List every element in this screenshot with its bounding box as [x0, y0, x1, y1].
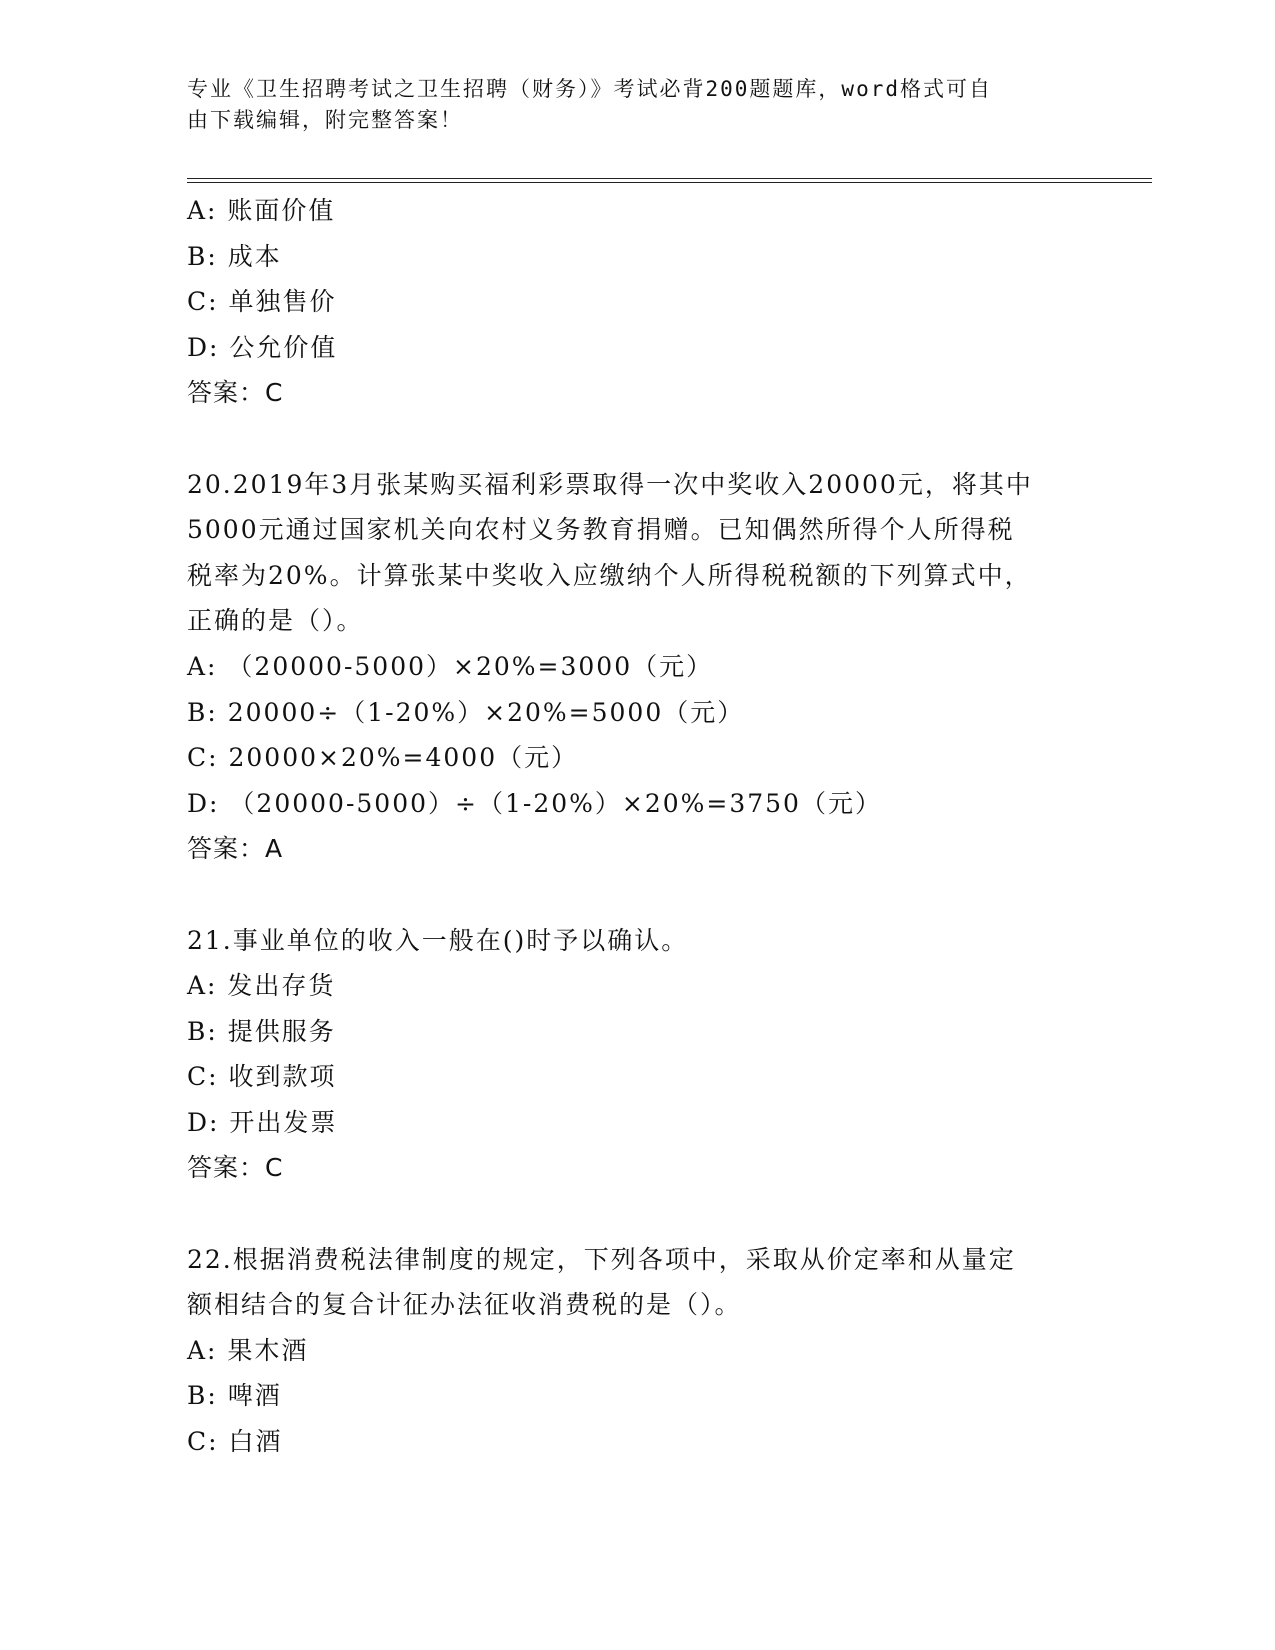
question-spacer: [187, 1191, 1087, 1237]
option-b: B: 成本: [187, 241, 282, 271]
header-line-2: 由下载编辑，附完整答案！: [187, 108, 463, 132]
answer-line: 答案：C: [187, 1153, 284, 1183]
header-line-1: 专业《卫生招聘考试之卫生招聘（财务）》考试必背200题题库，word格式可自: [187, 77, 992, 101]
option-d: D: （20000-5000）÷（1-20%）×20%=3750（元）: [187, 788, 882, 818]
question-stem-line: 21.事业单位的收入一般在()时予以确认。: [187, 925, 689, 955]
header-divider-top: [187, 178, 1152, 179]
question-stem-line: 5000元通过国家机关向农村义务教育捐赠。已知偶然所得个人所得税: [187, 515, 1015, 545]
answer-line: 答案：A: [187, 834, 284, 864]
option-b: B: 啤酒: [187, 1381, 282, 1411]
document-header: [187, 74, 1067, 136]
question-spacer: [187, 416, 1087, 462]
option-c: C: 收到款项: [187, 1062, 337, 1092]
question-22: [187, 1237, 1087, 1465]
option-c: C: 20000×20%=4000（元）: [187, 743, 579, 773]
option-a: A: 账面价值: [187, 196, 336, 225]
option-a: A: 果木酒: [187, 1335, 309, 1365]
option-c: C: 白酒: [187, 1427, 283, 1457]
question-21: [187, 918, 1087, 1192]
question-stem-line: 22.根据消费税法律制度的规定，下列各项中，采取从价定率和从量定: [187, 1244, 1016, 1274]
header-divider-bottom: [187, 182, 1152, 183]
option-b: B: 20000÷（1-20%）×20%=5000（元）: [187, 697, 745, 727]
question-19: [187, 188, 1087, 416]
option-b: B: 提供服务: [187, 1016, 336, 1046]
question-stem-line: 20.2019年3月张某购买福利彩票取得一次中奖收入20000元，将其中: [187, 469, 1033, 499]
question-stem-line: 税率为20%。计算张某中奖收入应缴纳个人所得税税额的下列算式中，: [187, 560, 1032, 590]
option-a: A: 发出存货: [187, 971, 336, 1001]
question-list: [187, 188, 1087, 1465]
option-c: C: 单独售价: [187, 287, 337, 317]
question-spacer: [187, 872, 1087, 918]
question-stem-line: 正确的是（）。: [187, 606, 364, 636]
option-a: A: （20000-5000）×20%=3000（元）: [187, 651, 714, 681]
question-20: [187, 462, 1087, 872]
option-d: D: 开出发票: [187, 1107, 338, 1137]
question-stem-line: 额相结合的复合计征办法征收消费税的是（）。: [187, 1290, 742, 1320]
option-d: D: 公允价值: [187, 332, 338, 362]
answer-line: 答案：C: [187, 378, 284, 408]
